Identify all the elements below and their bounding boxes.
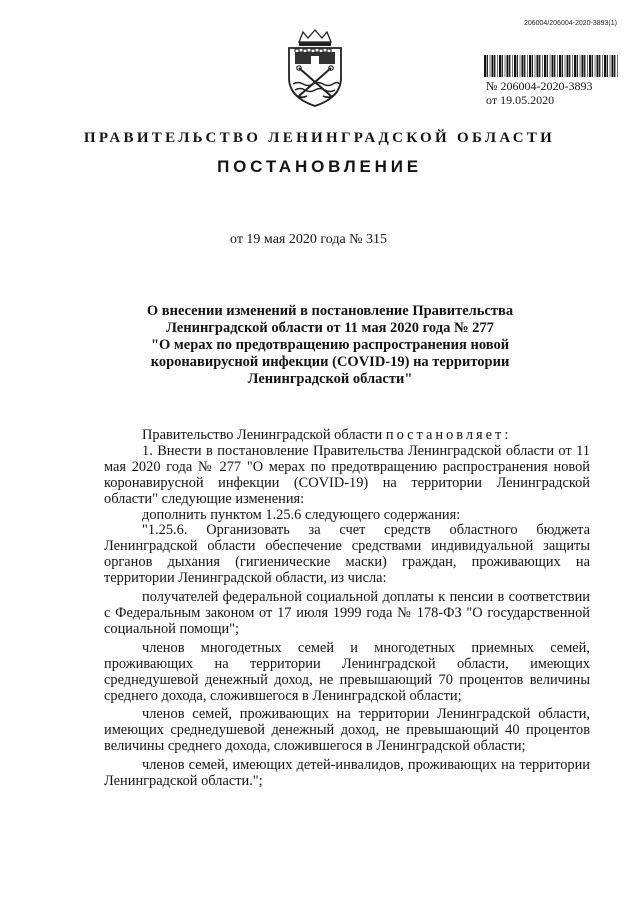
document-subject (110, 303, 550, 388)
intro-paragraph (104, 428, 590, 444)
subject-line: Ленинградской области от 11 мая 2020 года № 277 (166, 320, 494, 336)
government-title: ПРАВИТЕЛЬСТВО ЛЕНИНГРАДСКОЙ ОБЛАСТИ (83, 130, 556, 146)
registration-number: № 206004-2020-3893 (486, 79, 593, 93)
paragraph: 1. Внести в постановление Правительства Ленинградской области от 11 мая 2020 года № 277 "О мерах по предотвращению распространения новой коронавирусной инфекции (COVID-19) на территории Ленинградской области" следующие изменения: (104, 442, 590, 507)
paragraph: дополнить пунктом 1.25.6 следующего содержания: (142, 506, 461, 523)
subject-line: О внесении изменений в постановление Правительства (146, 303, 514, 319)
document-date: от 19 мая 2020 года № 315 (230, 232, 388, 247)
document-reference: 206004/206004-2020-3893(1) (523, 20, 617, 27)
subject-line: "О мерах по предотвращению распространения новой (150, 337, 510, 353)
paragraph: членов семей, имеющих детей-инвалидов, проживающих на территории Ленинградской области."; (104, 757, 590, 790)
intro-lead: Правительство Ленинградской области (142, 427, 386, 443)
coat-of-arms-icon (281, 28, 349, 108)
document-body (104, 428, 590, 790)
paragraph: членов многодетных семей и многодетных приемных семей, проживающих на территории Ленинградской области, имеющих среднедушевой денежный доход, не превышающий 70 процентов величины среднего дохода, сложившегося в Ленинградской области; (104, 639, 590, 704)
subject-line: Ленинградской области" (247, 371, 413, 387)
intro-verb: постановляет: (385, 427, 512, 443)
document-type: ПОСТАНОВЛЕНИЕ (217, 157, 422, 176)
barcode-icon (484, 55, 618, 77)
paragraph: членов семей, проживающих на территории Ленинградской области, имеющих среднедушевой денежный доход, не превышающий 40 процентов величины среднего дохода, сложившегося в Ленинградской области; (104, 706, 590, 755)
paragraph: "1.25.6. Организовать за счет средств областного бюджета Ленинградской области обеспечение средствами индивидуальной защиты органов дыхания (гигиенические маски) граждан, проживающих на территории Ленинградской области, из числа: (104, 522, 590, 587)
subject-line: коронавирусной инфекции (COVID-19) на территории (150, 354, 510, 370)
registration-date: от 19.05.2020 (486, 93, 555, 107)
paragraph: получателей федеральной социальной доплаты к пенсии в соответствии с Федеральным законом от 17 июля 1999 года № 178-ФЗ "О государственной социальной помощи"; (104, 589, 590, 637)
